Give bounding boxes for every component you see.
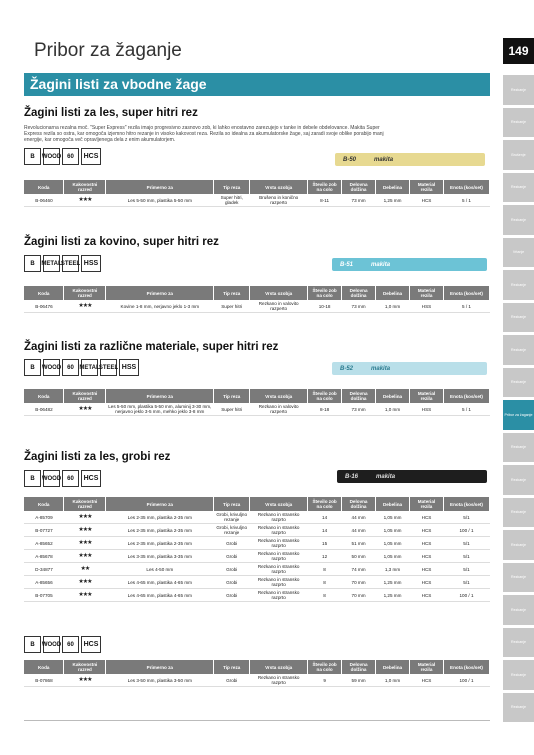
column-header: Enota (kos/set) xyxy=(443,286,489,300)
column-header: Tip reza xyxy=(214,497,250,511)
table-cell: Kovine 1-8 mm, nerjavno jeklo 1-3 mm xyxy=(106,300,214,313)
group-title: Žagini listi za les, super hitri rez xyxy=(24,107,198,119)
group-description: Revolucionarna rezalna moč. "Super Express" rezila imajo progresivno zasnovo zob, ki lahko enostavno zarezujejo v tanke in debele obdelovance. Makita Super Express rezila so ostra, kar omogoča izjemno hitro rezanje in visoko kakovost reza. Rezila so idealna za akumulatorske žage, saj zaradi svoje oblike porabijo manj energije, kar omogoča več opravljenega dela z enim akumulatorjem. xyxy=(24,125,384,143)
table-cell: B-06460 xyxy=(24,194,64,207)
table-cell: 100 / 1 xyxy=(443,589,489,602)
side-tab[interactable]: Rezkanje xyxy=(503,628,534,658)
side-tab[interactable]: Rezkanje xyxy=(503,335,534,365)
table-cell: 1,0 mm xyxy=(376,674,410,687)
table-cell: B-06476 xyxy=(24,300,64,313)
column-header: Koda xyxy=(24,497,64,511)
table-header-row xyxy=(24,497,490,511)
side-tabs xyxy=(503,75,534,725)
column-header: Vrsta ozobja xyxy=(250,660,308,674)
column-header: Debelina xyxy=(376,497,410,511)
table-row xyxy=(24,511,490,524)
side-tab[interactable]: Rezkanje xyxy=(503,75,534,105)
side-tab[interactable]: Rezkanje xyxy=(503,270,534,300)
section-divider xyxy=(24,95,490,96)
blade-image xyxy=(332,362,487,375)
table-cell: B-07868 xyxy=(24,674,64,687)
table-cell: 51 mm xyxy=(342,537,376,550)
table-cell: Grobi xyxy=(214,537,250,550)
column-header: Kakovostni razred xyxy=(64,389,106,403)
column-header: Število zob na colo xyxy=(308,497,342,511)
table-cell: Rezkano in valovito razperto xyxy=(250,300,308,313)
table-cell: Super hitri, gladek xyxy=(214,194,250,207)
column-header: Kakovostni razred xyxy=(64,660,106,674)
table-cell: Grobi, krivuljno rezanje xyxy=(214,524,250,537)
table-row xyxy=(24,537,490,550)
column-header: Koda xyxy=(24,389,64,403)
feature-icons xyxy=(24,636,101,653)
blade-image xyxy=(335,153,485,166)
feature-icon: HSS xyxy=(119,359,139,376)
table-cell: ★★★ xyxy=(64,576,106,589)
page-number-badge: 149 xyxy=(503,38,534,64)
side-tab[interactable]: Rezkanje xyxy=(503,563,534,593)
table-cell: ★★★ xyxy=(64,403,106,416)
product-table xyxy=(24,660,490,687)
feature-icon: STEEL xyxy=(100,359,117,376)
table-cell: Les 2-35 mm, plastika 2-35 mm xyxy=(106,537,214,550)
table-cell: 74 mm xyxy=(342,563,376,576)
blade-brand: makita xyxy=(374,156,394,163)
column-header: Tip reza xyxy=(214,389,250,403)
table-cell: 5/1 xyxy=(443,576,489,589)
blade-code: B-50 xyxy=(343,156,357,163)
side-tab[interactable]: Rezkanje xyxy=(503,205,534,235)
feature-icons xyxy=(24,148,101,165)
table-cell: Rezkano in stransko razprto xyxy=(250,674,308,687)
table-cell: 1,3 mm xyxy=(376,563,410,576)
table-cell: B-06482 xyxy=(24,403,64,416)
table-cell: 8-11 xyxy=(308,194,342,207)
table-cell: 5/1 xyxy=(443,511,489,524)
table-cell: A-85656 xyxy=(24,576,64,589)
table-row xyxy=(24,524,490,537)
table-cell: Rezkano in stransko razprto xyxy=(250,524,308,537)
column-header: Primerno za xyxy=(106,286,214,300)
column-header: Enota (kos/set) xyxy=(443,660,489,674)
table-cell: 8 xyxy=(308,589,342,602)
table-cell: A-85652 xyxy=(24,537,64,550)
table-cell: HCS xyxy=(410,550,444,563)
table-cell: Super hitri xyxy=(214,403,250,416)
table-row xyxy=(24,300,490,313)
table-cell: 5 / 1 xyxy=(443,194,489,207)
column-header: Tip reza xyxy=(214,286,250,300)
blade-brand: makita xyxy=(376,473,396,480)
side-tab[interactable]: Rezkanje xyxy=(503,465,534,495)
table-cell: 5/1 xyxy=(443,537,489,550)
column-header: Koda xyxy=(24,180,64,194)
side-tab[interactable]: Vrtanje xyxy=(503,238,534,268)
table-cell: 73 mm xyxy=(342,300,376,313)
table-cell: Rezkano in stransko razprto xyxy=(250,576,308,589)
blade-brand: makita xyxy=(371,261,391,268)
table-cell: HCS xyxy=(410,674,444,687)
table-cell: 100 / 1 xyxy=(443,674,489,687)
section-title-bar: Žagini listi za vbodne žage xyxy=(24,73,490,96)
table-cell: Rezkano in stransko razprto xyxy=(250,550,308,563)
group-title: Žagini listi za les, grobi rez xyxy=(24,451,171,463)
table-cell: Grobi xyxy=(214,589,250,602)
side-tab[interactable]: Pribor za žaganje xyxy=(503,400,534,430)
column-header: Delovna dolžina xyxy=(342,497,376,511)
table-cell: ★★★ xyxy=(64,550,106,563)
table-cell: 73 mm xyxy=(342,403,376,416)
feature-icon: HCS xyxy=(81,148,101,165)
table-row xyxy=(24,550,490,563)
feature-icon: 60 xyxy=(62,470,79,487)
table-cell: 70 mm xyxy=(342,576,376,589)
table-cell: HCS xyxy=(410,511,444,524)
table-cell: Rezkano in stransko razprto xyxy=(250,563,308,576)
column-header: Delovna dolžina xyxy=(342,180,376,194)
column-header: Koda xyxy=(24,286,64,300)
table-cell: A-85678 xyxy=(24,550,64,563)
table-cell: ★★★ xyxy=(64,511,106,524)
table-cell: 59 mm xyxy=(342,674,376,687)
table-cell: 1,05 mm xyxy=(376,511,410,524)
table-cell: HSS xyxy=(410,403,444,416)
table-cell: Grobi xyxy=(214,563,250,576)
column-header: Debelina xyxy=(376,389,410,403)
column-header: Debelina xyxy=(376,180,410,194)
table-cell: 10-18 xyxy=(308,300,342,313)
column-header: Koda xyxy=(24,660,64,674)
feature-icon: HCS xyxy=(81,470,101,487)
table-row xyxy=(24,589,490,602)
side-tab[interactable]: Rezkanje xyxy=(503,433,534,463)
table-cell: 1,0 mm xyxy=(376,300,410,313)
table-cell: 73 mm xyxy=(342,194,376,207)
column-header: Primerno za xyxy=(106,180,214,194)
table-cell: Grobi xyxy=(214,550,250,563)
table-cell: ★★★ xyxy=(64,537,106,550)
column-header: Material rezila xyxy=(410,497,444,511)
table-cell: Les 4-65 mm, plastika 4-65 mm xyxy=(106,576,214,589)
column-header: Delovna dolžina xyxy=(342,660,376,674)
column-header: Vrsta ozobja xyxy=(250,389,308,403)
table-cell: Les 2-35 mm, plastika 2-35 mm xyxy=(106,511,214,524)
table-cell: Les 2-35 mm, plastika 2-35 mm xyxy=(106,524,214,537)
table-cell: 8-18 xyxy=(308,403,342,416)
side-tab[interactable]: Rezkanje xyxy=(503,693,534,723)
table-cell: Super hitri xyxy=(214,300,250,313)
product-table xyxy=(24,180,490,207)
table-cell: Grobi xyxy=(214,674,250,687)
table-cell: 100 / 1 xyxy=(443,524,489,537)
table-cell: 14 xyxy=(308,524,342,537)
feature-icon: HSS xyxy=(81,255,101,272)
table-cell: 1,0 mm xyxy=(376,403,410,416)
column-header: Debelina xyxy=(376,660,410,674)
column-header: Kakovostni razred xyxy=(64,286,106,300)
table-cell: D-34877 xyxy=(24,563,64,576)
column-header: Število zob na colo xyxy=(308,660,342,674)
table-header-row xyxy=(24,660,490,674)
side-tab[interactable]: Rezkanje xyxy=(503,368,534,398)
column-header: Tip reza xyxy=(214,180,250,194)
feature-icon: 60 xyxy=(62,359,79,376)
column-header: Delovna dolžina xyxy=(342,389,376,403)
table-cell: HCS xyxy=(410,537,444,550)
feature-icons xyxy=(24,359,139,376)
table-header-row xyxy=(24,180,490,194)
feature-icon: 60 xyxy=(62,148,79,165)
table-cell: 1,05 mm xyxy=(376,524,410,537)
table-cell: 70 mm xyxy=(342,589,376,602)
feature-icon: B xyxy=(24,148,41,165)
table-cell: 1,05 mm xyxy=(376,537,410,550)
table-cell: 1,25 mm xyxy=(376,589,410,602)
table-cell: 1,05 mm xyxy=(376,550,410,563)
column-header: Enota (kos/set) xyxy=(443,389,489,403)
blade-code: B-16 xyxy=(345,473,359,480)
table-cell: HSS xyxy=(410,300,444,313)
column-header: Primerno za xyxy=(106,497,214,511)
feature-icon: STEEL xyxy=(62,255,79,272)
table-cell: B-07705 xyxy=(24,589,64,602)
side-tab[interactable]: Rezkanje xyxy=(503,108,534,138)
column-header: Vrsta ozobja xyxy=(250,497,308,511)
table-row xyxy=(24,563,490,576)
product-table xyxy=(24,286,490,313)
table-cell: Rezkano in valovito razperto xyxy=(250,403,308,416)
table-header-row xyxy=(24,286,490,300)
table-cell: Les 3-35 mm, plastika 3-35 mm xyxy=(106,550,214,563)
table-cell: 1,25 mm xyxy=(376,576,410,589)
column-header: Število zob na colo xyxy=(308,389,342,403)
blade-image xyxy=(337,470,487,483)
table-cell: Les 4-65 mm, plastika 4-65 mm xyxy=(106,589,214,602)
side-tab[interactable]: Rezkanje xyxy=(503,303,534,333)
table-cell: B-07727 xyxy=(24,524,64,537)
table-cell: HCS xyxy=(410,576,444,589)
group-title: Žagini listi za kovino, super hitri rez xyxy=(24,236,219,248)
column-header: Material rezila xyxy=(410,286,444,300)
column-header: Število zob na colo xyxy=(308,286,342,300)
feature-icon: 60 xyxy=(62,636,79,653)
side-tab[interactable]: Rezkanje xyxy=(503,530,534,560)
blade-image xyxy=(332,258,487,271)
table-cell: ★★★ xyxy=(64,300,106,313)
footer-divider xyxy=(24,720,490,721)
column-header: Primerno za xyxy=(106,389,214,403)
table-cell: HCS xyxy=(410,589,444,602)
column-header: Tip reza xyxy=(214,660,250,674)
column-header: Enota (kos/set) xyxy=(443,497,489,511)
table-cell: Rezkano in stransko razprto xyxy=(250,511,308,524)
feature-icon: WOOD xyxy=(43,636,60,653)
table-cell: 44 mm xyxy=(342,524,376,537)
table-cell: Les 4-50 mm xyxy=(106,563,214,576)
table-row xyxy=(24,403,490,416)
product-table xyxy=(24,497,490,602)
feature-icon: B xyxy=(24,255,41,272)
feature-icon: B xyxy=(24,636,41,653)
feature-icons xyxy=(24,470,101,487)
table-cell: 8 xyxy=(308,576,342,589)
table-row xyxy=(24,194,490,207)
table-cell: HCS xyxy=(410,524,444,537)
column-header: Enota (kos/set) xyxy=(443,180,489,194)
feature-icon: WOOD xyxy=(43,148,60,165)
column-header: Primerno za xyxy=(106,660,214,674)
column-header: Material rezila xyxy=(410,660,444,674)
column-header: Vrsta ozobja xyxy=(250,286,308,300)
column-header: Delovna dolžina xyxy=(342,286,376,300)
table-header-row xyxy=(24,389,490,403)
group-title: Žagini listi za različne materiale, super hitri rez xyxy=(24,341,279,353)
table-cell: 9 xyxy=(308,674,342,687)
table-cell: Les 3-50 mm, plastika 3-50 mm xyxy=(106,674,214,687)
table-cell: ★★ xyxy=(64,563,106,576)
table-cell: Les 5-50 mm, plastika 5-50 mm, aluminij 3-30 mm, nerjavno jeklo 3-5 mm, mehko jeklo 3-8 mm xyxy=(106,403,214,416)
table-cell: Rezkano in stransko razprto xyxy=(250,589,308,602)
blade-code: B-52 xyxy=(340,365,354,372)
product-table xyxy=(24,389,490,416)
column-header: Material rezila xyxy=(410,389,444,403)
table-cell: Les 5-50 mm, plastika 5-50 mm xyxy=(106,194,214,207)
feature-icon: HCS xyxy=(81,636,101,653)
column-header: Kakovostni razred xyxy=(64,497,106,511)
page-title: Pribor za žaganje xyxy=(34,40,182,61)
side-tab[interactable]: Rezkanje xyxy=(503,498,534,528)
table-cell: 5 / 1 xyxy=(443,403,489,416)
table-row xyxy=(24,576,490,589)
table-cell: ★★★ xyxy=(64,524,106,537)
table-cell: HCS xyxy=(410,194,444,207)
table-cell: ★★★ xyxy=(64,194,106,207)
table-cell: 44 mm xyxy=(342,511,376,524)
table-row xyxy=(24,674,490,687)
column-header: Kakovostni razred xyxy=(64,180,106,194)
feature-icon: WOOD xyxy=(43,359,60,376)
column-header: Število zob na colo xyxy=(308,180,342,194)
table-cell: 12 xyxy=(308,550,342,563)
feature-icons xyxy=(24,255,101,272)
table-cell: HCS xyxy=(410,563,444,576)
feature-icon: METAL xyxy=(43,255,60,272)
side-tab[interactable]: Rezkanje xyxy=(503,595,534,625)
table-cell: Rezkano in stransko razprto xyxy=(250,537,308,550)
side-tab[interactable]: Rezkanje xyxy=(503,173,534,203)
table-cell: ★★★ xyxy=(64,674,106,687)
table-cell: 5/1 xyxy=(443,550,489,563)
table-cell: 14 xyxy=(308,511,342,524)
feature-icon: METAL xyxy=(81,359,98,376)
table-cell: Brušeno in konično razperto xyxy=(250,194,308,207)
column-header: Material rezila xyxy=(410,180,444,194)
blade-brand: makita xyxy=(371,365,391,372)
blade-code: B-51 xyxy=(340,261,354,268)
feature-icon: B xyxy=(24,470,41,487)
table-cell: ★★★ xyxy=(64,589,106,602)
table-cell: Grobi, krivuljno rezanje xyxy=(214,511,250,524)
table-cell: Grobi xyxy=(214,576,250,589)
table-cell: A-85709 xyxy=(24,511,64,524)
table-cell: 15 xyxy=(308,537,342,550)
table-cell: 1,25 mm xyxy=(376,194,410,207)
table-cell: 5/1 xyxy=(443,563,489,576)
side-tab[interactable]: Rezkanje xyxy=(503,660,534,690)
feature-icon: WOOD xyxy=(43,470,60,487)
feature-icon: B xyxy=(24,359,41,376)
table-cell: 8 xyxy=(308,563,342,576)
column-header: Debelina xyxy=(376,286,410,300)
table-cell: 50 mm xyxy=(342,550,376,563)
side-tab[interactable]: Brušenje xyxy=(503,140,534,170)
table-cell: 5 / 1 xyxy=(443,300,489,313)
column-header: Vrsta ozobja xyxy=(250,180,308,194)
